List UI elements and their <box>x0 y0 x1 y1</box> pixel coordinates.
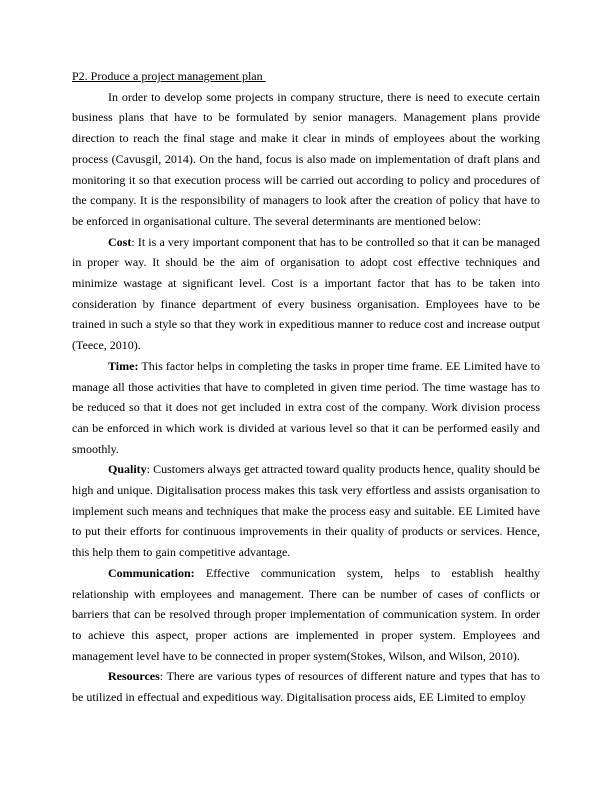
resources-paragraph <box>72 666 540 707</box>
paragraph-text: In order to develop some projects in company structure, there is need to execute certain business plans that have to be formulated by senior managers. Management plans provide direction to reach the final stage and make it clear in minds of employees about the working process (Cavusgil, 2014). On the hand, focus is also made on implementation of draft plans and monitoring it so that execution process will be carried out according to policy and procedures of the company. It is the responsibility of managers to look after the creation of policy that have to be enforced in organisational culture. The several determinants are mentioned below: <box>72 89 540 228</box>
intro-paragraph <box>72 87 540 232</box>
resources-term: Resources <box>108 669 160 684</box>
time-paragraph <box>72 356 540 460</box>
paragraph-text: : It is a very important component that has to be controlled so that it can be managed in proper way. It should be the aim of organisation to adopt cost effective techniques and minimize wastage at significant level. Cost is a important factor that has to be taken into consideration by finance department of every business organisation. Employees have to be trained in such a style so that they work in expeditious manner to reduce cost and increase output (Teece, 2010). <box>72 234 540 353</box>
paragraph-text: This factor helps in completing the tasks in proper time frame. EE Limited have to manage all those activities that have to completed in given time period. The time wastage has to be reduced so that it does not get included in extra cost of the company. Work division process can be enforced in which work is divided at various level so that it can be performed easily and smoothly. <box>72 358 540 456</box>
quality-term: Quality <box>108 462 147 477</box>
document-page <box>72 66 540 708</box>
communication-paragraph <box>72 563 540 667</box>
paragraph-text: Effective communication system, helps to establish healthy relationship with employees and management. There can be number of cases of conflicts or barriers that can be resolved through proper implementation of communication system. In order to achieve this aspect, proper actions are implemented in proper system. Employees and management level have to be connected in proper system(Stokes, Wilson, and Wilson, 2010). <box>72 565 540 663</box>
quality-paragraph <box>72 459 540 563</box>
cost-term: Cost <box>108 234 132 249</box>
section-heading: P2. Produce a project management plan <box>72 69 266 83</box>
communication-term: Communication: <box>108 565 195 580</box>
paragraph-text: : There are various types of resources of different nature and types that has to be utilized in effectual and expeditious way. Digitalisation process aids, EE Limited to employ <box>72 669 540 705</box>
paragraph-text: : Customers always get attracted toward quality products hence, quality should be high and unique. Digitalisation process makes this task very effortless and assists organisation to implement such means and techniques that make the process easy and suitable. EE Limited have to put their efforts for continuous improvements in their quality of products or services. Hence, this help them to gain competitive advantage. <box>72 462 540 560</box>
time-term: Time: <box>108 358 139 373</box>
cost-paragraph <box>72 232 540 356</box>
